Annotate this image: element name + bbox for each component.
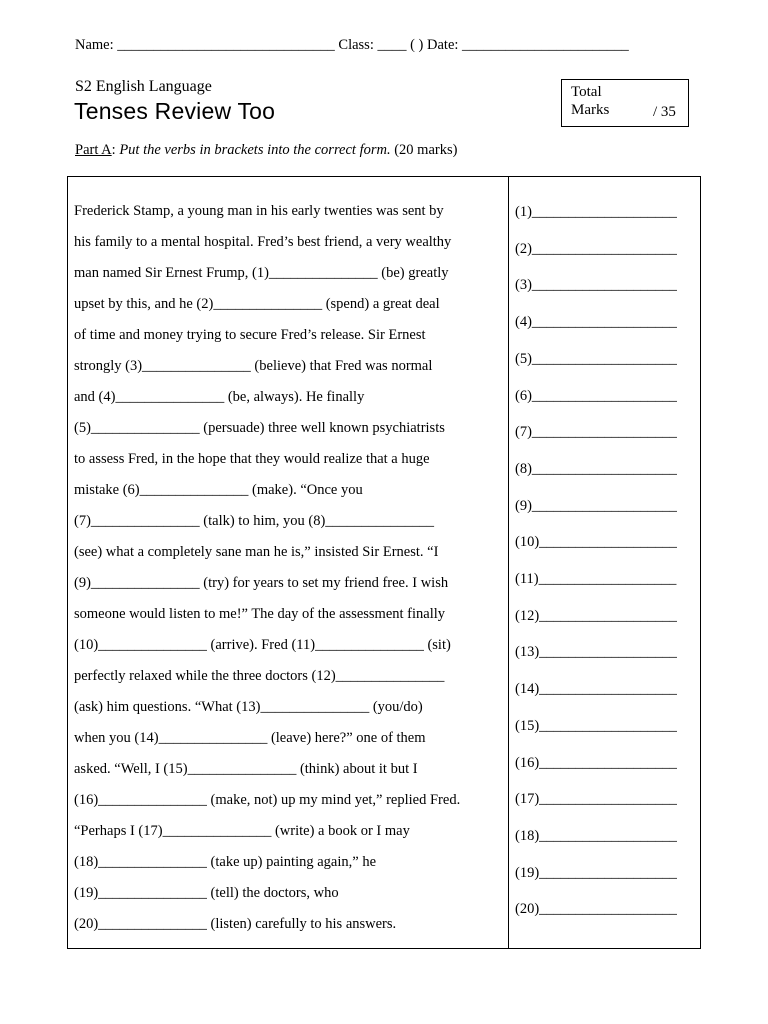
answer-blank[interactable]: (4)____________________ [515,314,677,331]
passage-line: (9)_______________ (try) for years to set my friend free. I wish [74,575,449,591]
passage-line: (20)_______________ (listen) carefully to his answers. [74,916,397,932]
answer-blank[interactable]: (3)____________________ [515,277,677,294]
part-a-separator: : [111,142,120,158]
passage-line: (5)_______________ (persuade) three well known psychiatrists [74,420,445,436]
passage-line: upset by this, and he (2)_______________ (spend) a great deal [74,296,440,312]
page-title: Tenses Review Too [74,98,276,124]
passage-line: (16)_______________ (make, not) up my mind yet,” replied Fred. [74,792,461,808]
passage-line: to assess Fred, in the hope that they would realize that a huge [74,451,430,467]
part-a-instruction: Put the verbs in brackets into the correct form. [119,142,391,158]
part-a-heading [75,142,457,159]
answer-blank[interactable]: (6)____________________ [515,387,677,404]
answer-blank[interactable]: (1)____________________ [515,204,677,220]
answer-blank[interactable]: (16)___________________ [515,754,677,771]
part-a-label: Part A [75,142,112,158]
answer-blank[interactable]: (8)____________________ [515,460,677,477]
passage-line: someone would listen to me!” The day of the assessment finally [74,606,446,622]
answer-blank[interactable]: (13)___________________ [515,644,677,661]
column-divider [508,176,509,949]
passage-line: (19)_______________ (tell) the doctors, who [74,885,339,901]
passage-line: “Perhaps I (17)_______________ (write) a book or I may [74,823,410,839]
passage-line: of time and money trying to secure Fred’s release. Sir Ernest [74,327,426,343]
part-a-marks: (20 marks) [390,142,458,158]
passage-line: and (4)_______________ (be, always). He finally [74,389,365,405]
marks-value: / 35 [653,104,676,120]
answer-blank[interactable]: (5)____________________ [515,350,677,367]
answer-blank[interactable]: (11)___________________ [515,571,677,587]
passage-line: (see) what a completely sane man he is,” insisted Sir Ernest. “I [74,544,439,560]
answer-blank[interactable]: (14)___________________ [515,681,677,698]
answer-blank[interactable]: (2)____________________ [515,240,677,257]
student-info-line: Name: ______________________________ Class: ____ ( ) Date: _______________________ [75,37,629,53]
passage-line: Frederick Stamp, a young man in his early twenties was sent by [74,203,444,219]
passage-line: (ask) him questions. “What (13)_______________ (you/do) [74,699,423,715]
passage-line: asked. “Well, I (15)_______________ (think) about it but I [74,761,418,777]
passage-line: his family to a mental hospital. Fred’s best friend, a very wealthy [74,234,452,250]
passage-line: strongly (3)_______________ (believe) that Fred was normal [74,358,433,374]
marks-label: Marks [571,102,610,118]
answer-blank[interactable]: (15)___________________ [515,717,677,734]
passage-line: (18)_______________ (take up) painting again,” he [74,854,377,870]
subject-label: S2 English Language [75,78,212,95]
passage-line: (7)_______________ (talk) to him, you (8)_______________ [74,513,435,529]
answer-blank[interactable]: (12)___________________ [515,607,677,624]
passage-line: mistake (6)_______________ (make). “Once you [74,482,363,498]
passage-line: perfectly relaxed while the three doctors (12)_______________ [74,668,445,684]
passage-line: (10)_______________ (arrive). Fred (11)_______________ (sit) [74,637,451,653]
answer-blank[interactable]: (17)___________________ [515,791,677,808]
answer-blank[interactable]: (10)___________________ [515,534,677,551]
answer-blank[interactable]: (9)____________________ [515,497,677,514]
passage-line: when you (14)_______________ (leave) here?” one of them [74,730,426,746]
passage-line: man named Sir Ernest Frump, (1)_______________ (be) greatly [74,265,449,281]
answer-blank[interactable]: (7)____________________ [515,424,677,441]
answer-blank[interactable]: (18)___________________ [515,827,677,844]
answer-blank[interactable]: (20)___________________ [515,901,677,918]
total-label: Total [571,84,602,100]
answer-blank[interactable]: (19)___________________ [515,864,677,881]
total-marks-box [561,79,689,127]
